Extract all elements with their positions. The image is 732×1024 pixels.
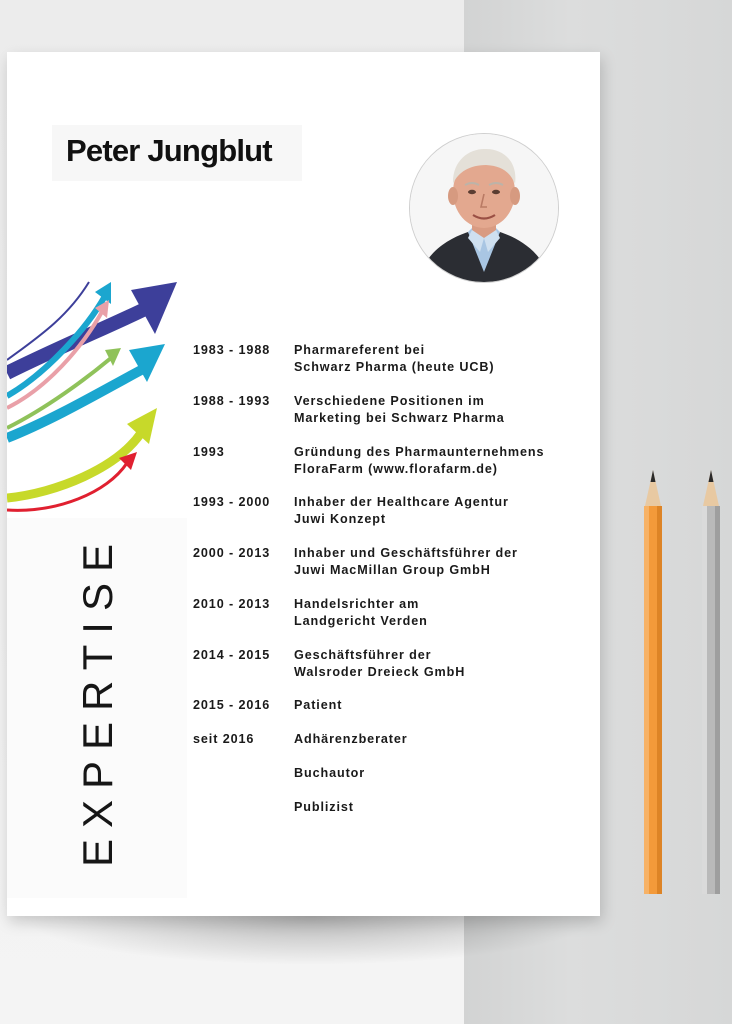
entry-description-line: Juwi MacMillan Group GmbH	[294, 563, 491, 577]
person-name: Peter Jungblut	[66, 133, 272, 168]
entry-description-line: Inhaber und Geschäftsführer der	[294, 546, 518, 560]
entry-description-line: Publizist	[294, 800, 354, 814]
entry-description-line: Buchautor	[294, 766, 366, 780]
entry-description-line: Schwarz Pharma (heute UCB)	[294, 360, 495, 374]
gray-pencil	[698, 470, 724, 896]
entry-description	[294, 647, 594, 681]
entry-description-line: Verschiedene Positionen im	[294, 394, 485, 408]
entry-description-line: Inhaber der Healthcare Agentur	[294, 495, 509, 509]
entry-period: seit 2016	[193, 732, 255, 746]
entry-period: 2000 - 2013	[193, 546, 271, 560]
entry-period: 2014 - 2015	[193, 648, 271, 662]
entry-description	[294, 342, 594, 376]
entry-description-line: Handelsrichter am	[294, 597, 420, 611]
orange-pencil	[640, 470, 666, 896]
arrow-lime	[7, 433, 141, 498]
entry-description	[294, 765, 594, 782]
arrow-cyan-mid	[7, 368, 145, 438]
entry-description-line: Walsroder Dreieck GmbH	[294, 665, 466, 679]
entry-description-line: Marketing bei Schwarz Pharma	[294, 411, 505, 425]
entry-description-line: Patient	[294, 698, 343, 712]
swoosh-arrows	[7, 278, 187, 518]
entry-description	[294, 393, 594, 427]
entry-description-line: FloraFarm (www.florafarm.de)	[294, 462, 498, 476]
entry-description-line: Adhärenzberater	[294, 732, 408, 746]
entry-description	[294, 697, 594, 714]
entry-description	[294, 596, 594, 630]
entry-period: 1988 - 1993	[193, 394, 271, 408]
entry-description	[294, 799, 594, 816]
entry-period: 1983 - 1988	[193, 343, 271, 357]
entry-description	[294, 494, 594, 528]
entry-period: 2015 - 2016	[193, 698, 271, 712]
entry-description-line: Gründung des Pharmaunternehmens	[294, 445, 545, 459]
entry-description-line: Pharmareferent bei	[294, 343, 425, 357]
entry-period: 1993	[193, 445, 225, 459]
section-title: EXPERTISE	[74, 533, 121, 867]
portrait-illustration	[410, 134, 558, 282]
arrow-navy	[7, 308, 147, 373]
entry-description	[294, 545, 594, 579]
entry-description-line: Landgericht Verden	[294, 614, 428, 628]
entry-period: 1993 - 2000	[193, 495, 271, 509]
entry-description-line: Juwi Konzept	[294, 512, 386, 526]
entry-period: 2010 - 2013	[193, 597, 271, 611]
entry-description-line: Geschäftsführer der	[294, 648, 432, 662]
entry-description	[294, 444, 594, 478]
portrait-photo	[409, 133, 559, 283]
entry-description	[294, 731, 594, 748]
